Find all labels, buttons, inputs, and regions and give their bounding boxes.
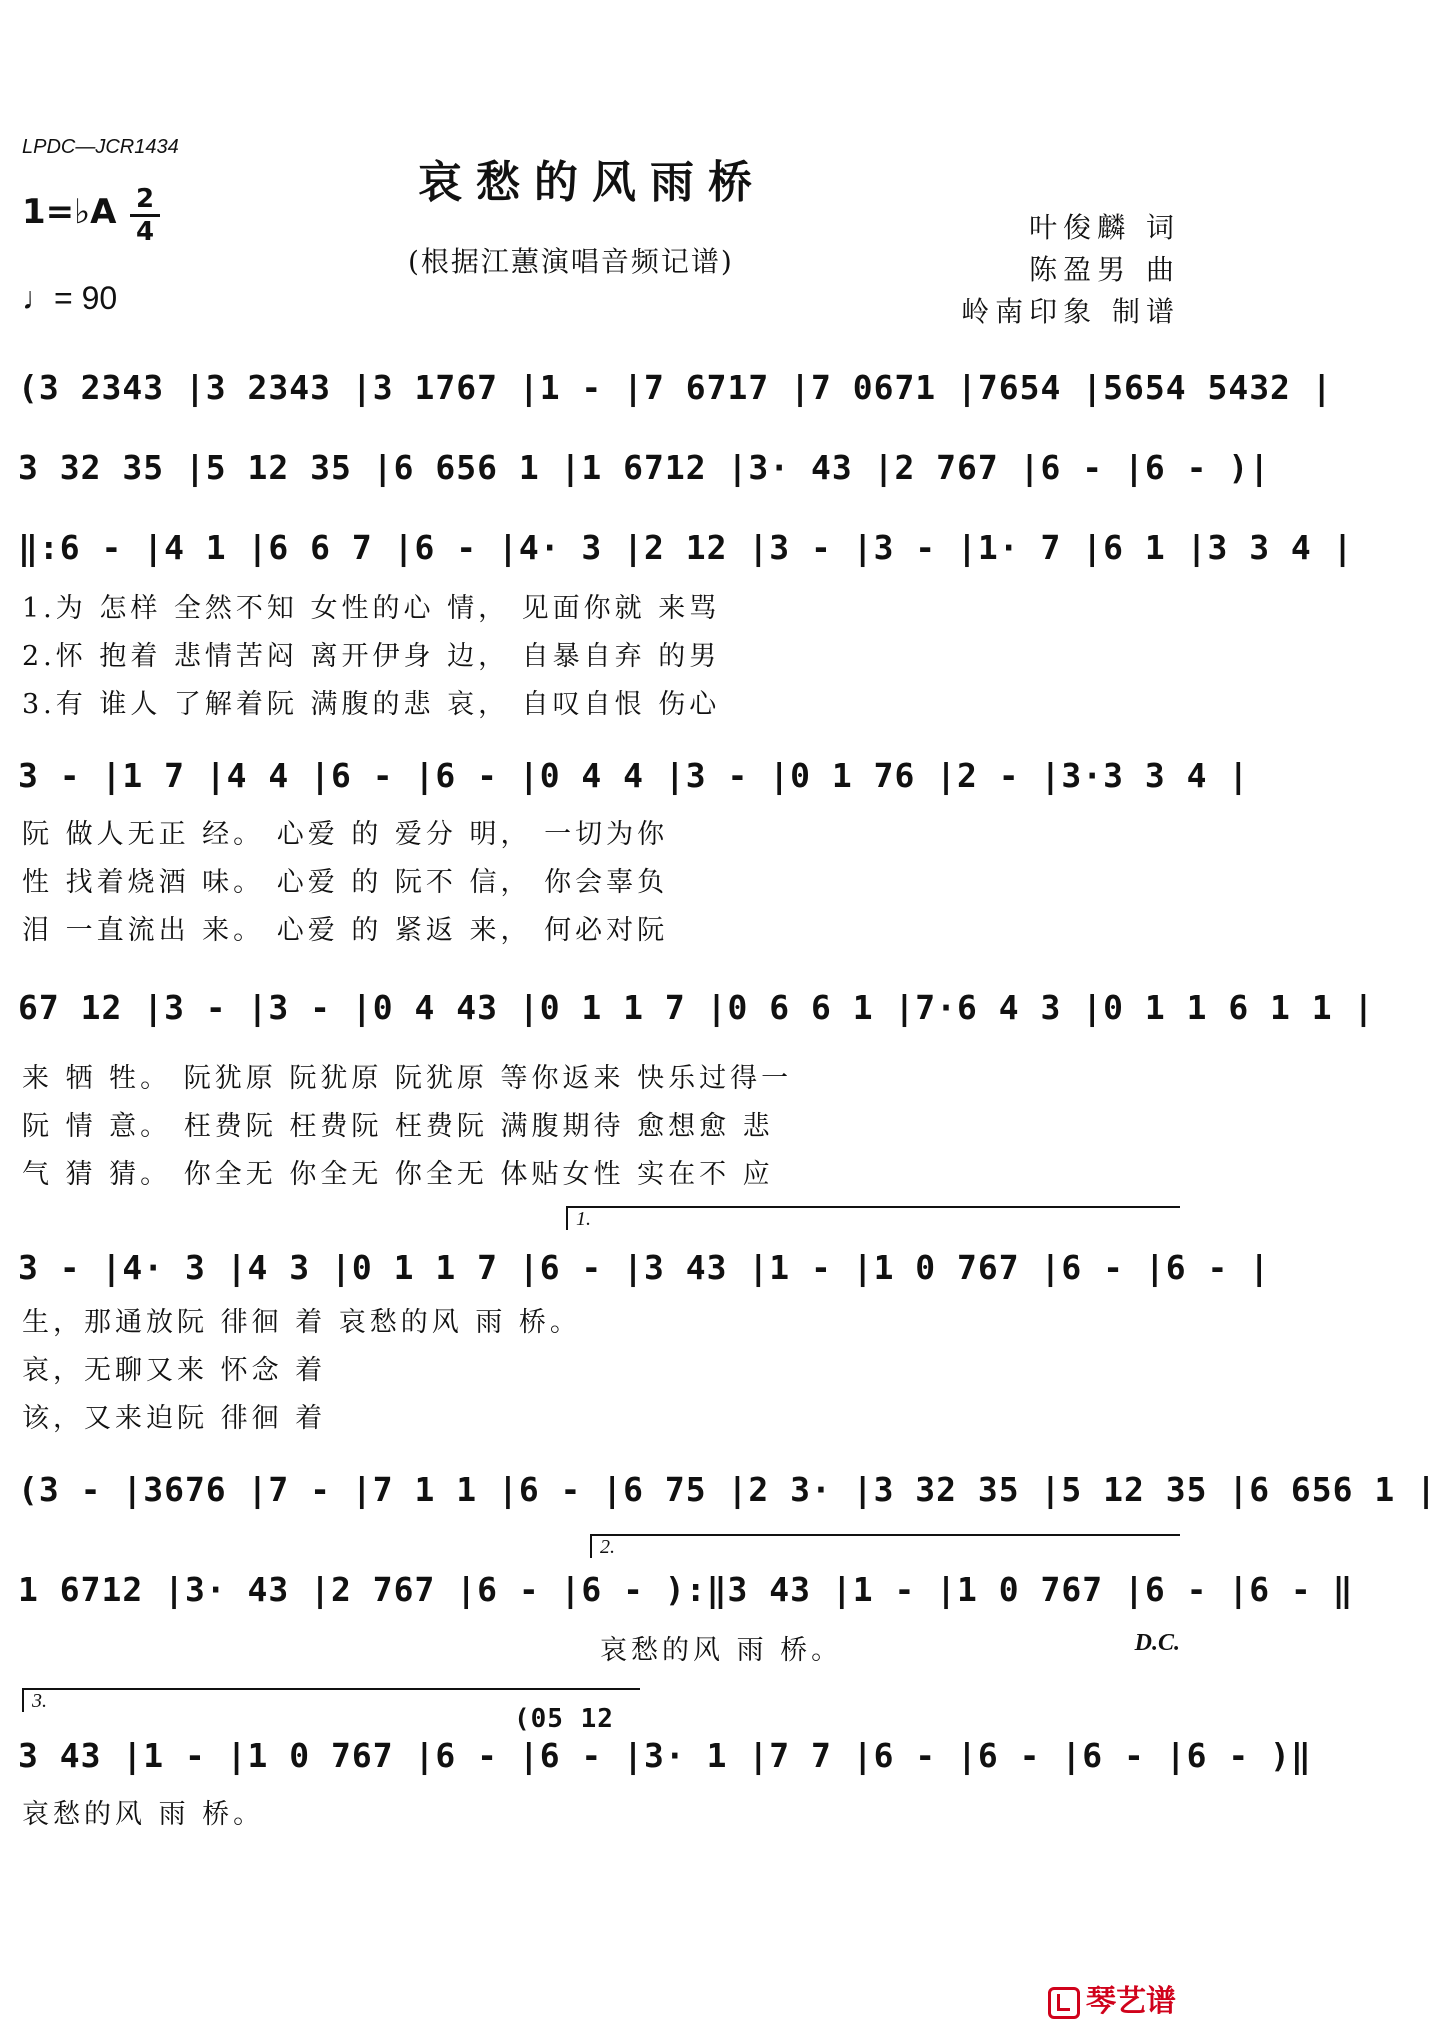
grace-notes: (05 12 (514, 1704, 614, 1734)
lyric-line: 阮 情 意。 枉费阮 枉费阮 枉费阮 满腹期待 愈想愈 悲 (22, 1111, 774, 1142)
time-signature (130, 186, 160, 245)
lyric-line: 哀，无聊又来 怀念 着 (22, 1355, 327, 1386)
lyricist-credit: 叶俊麟 词 (1029, 211, 1180, 244)
volta-bracket-1: 1. (566, 1206, 1180, 1230)
subtitle: (根据江蕙演唱音频记谱) (408, 245, 734, 278)
lyric-line: 气 猜 猜。 你全无 你全无 你全无 体贴女性 实在不 应 (22, 1159, 774, 1190)
lyric-line: 该，又来迫阮 徘徊 着 (22, 1403, 327, 1434)
watermark-text: 琴艺谱 (1086, 1984, 1176, 2019)
time-numerator: 2 (135, 184, 155, 214)
notation-row-7: (3 - |3676 |7 - |7 1 1 |6 - |6 75 |2 3· |3 32 35 |5 12 35 |6 656 1 | (18, 1470, 1437, 1509)
notation-row-5: 67 12 |3 - |3 - |0 4 43 |0 1 1 7 |0 6 6 1 |7·6 4 3 |0 1 1 6 1 1 | (18, 988, 1375, 1027)
notation-row-9: 3 43 |1 - |1 0 767 |6 - |6 - |3· 1 |7 7 |6 - |6 - |6 - |6 - )‖ (18, 1736, 1312, 1775)
notation-row-3: ‖:6 - |4 1 |6 6 7 |6 - |4· 3 |2 12 |3 - |3 - |1· 7 |6 1 |3 3 4 | (18, 528, 1354, 567)
notation-row-8: 1 6712 |3· 43 |2 767 |6 - |6 - ):‖3 43 |1 - |1 0 767 |6 - |6 - ‖ (18, 1570, 1354, 1609)
lyric-line: 阮 做人无正 经。 心爱 的 爱分 明， 一切为你 (22, 819, 669, 850)
notation-row-6: 3 - |4· 3 |4 3 |0 1 1 7 |6 - |3 43 |1 - |1 0 767 |6 - |6 - | (18, 1248, 1271, 1287)
da-capo-marking: D.C. (1134, 1630, 1180, 1656)
lyric-line: 1.为 怎样 全然不知 女性的心 情， 见面你就 来骂 (22, 593, 721, 624)
tempo-marking: ♩= 90 (22, 280, 118, 316)
key-signature: 1=♭A (22, 192, 117, 232)
lyric-line: 2.怀 抱着 悲情苦闷 离开伊身 边， 自暴自弃 的男 (22, 641, 721, 672)
logo-icon (1048, 1987, 1080, 2019)
arranger-credit: 岭南印象 制谱 (961, 295, 1180, 328)
volta-bracket-2: 2. (590, 1534, 1180, 1558)
lyric-line: 3.有 谁人 了解着阮 满腹的悲 哀， 自叹自恨 伤心 (22, 689, 721, 720)
page-title: 哀愁的风雨桥 (418, 157, 766, 208)
notation-row-4: 3 - |1 7 |4 4 |6 - |6 - |0 4 4 |3 - |0 1 76 |2 - |3·3 3 4 | (18, 756, 1250, 795)
lyric-line: 生，那通放阮 徘徊 着 哀愁的风 雨 桥。 (22, 1307, 581, 1338)
notation-row-1: (3 2343 |3 2343 |3 1767 |1 - |7 6717 |7 0671 |7654 |5654 5432 | (18, 368, 1333, 407)
score-code: LPDC—JCR1434 (22, 136, 179, 158)
time-denominator: 4 (135, 217, 155, 247)
watermark-logo (1048, 1976, 1176, 2020)
composer-credit: 陈盈男 曲 (1029, 253, 1180, 286)
lyric-line: 来 牺 牲。 阮犹原 阮犹原 阮犹原 等你返来 快乐过得一 (22, 1063, 793, 1094)
lyric-line: 性 找着烧酒 味。 心爱 的 阮不 信， 你会辜负 (22, 867, 669, 898)
volta-bracket-3: 3. (22, 1688, 640, 1712)
lyric-line: 哀愁的风 雨 桥。 (22, 1799, 265, 1830)
lyric-line: 哀愁的风 雨 桥。 (600, 1635, 843, 1666)
lyric-line: 泪 一直流出 来。 心爱 的 紧返 来， 何必对阮 (22, 915, 669, 946)
notation-row-2: 3 32 35 |5 12 35 |6 656 1 |1 6712 |3· 43 |2 767 |6 - |6 - )| (18, 448, 1271, 487)
